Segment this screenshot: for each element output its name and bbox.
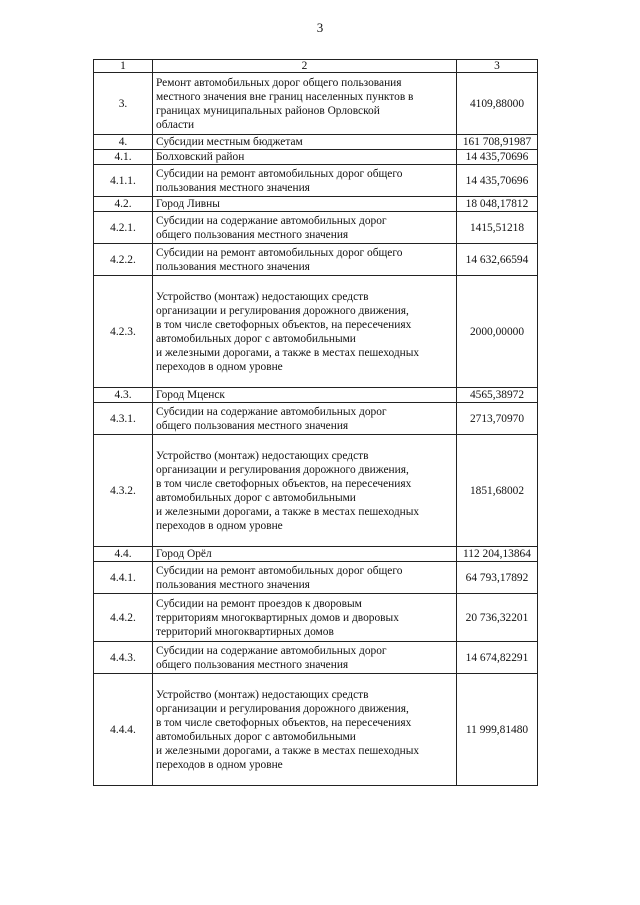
row-amount-cell: 4565,38972 [457, 388, 538, 403]
table-row [94, 388, 538, 403]
table-row [94, 642, 538, 674]
row-amount-cell: 20 736,32201 [457, 594, 538, 642]
row-number-cell: 4.2. [94, 197, 153, 212]
row-amount-cell: 14 435,70696 [457, 150, 538, 165]
row-name-cell: Субсидии на содержание автомобильных дорог общего пользования местного значения [153, 403, 457, 435]
row-number-cell: 4.2.3. [94, 276, 153, 388]
table-row [94, 150, 538, 165]
row-name-cell: Болховский район [153, 150, 457, 165]
row-amount-cell: 4109,88000 [457, 73, 538, 135]
row-amount-cell: 11 999,81480 [457, 674, 538, 786]
row-amount-cell: 2000,00000 [457, 276, 538, 388]
table-row [94, 403, 538, 435]
table-row [94, 165, 538, 197]
table-header-row [94, 60, 538, 73]
table-row [94, 197, 538, 212]
row-number-cell: 4.1. [94, 150, 153, 165]
header-cell-number: 1 [94, 60, 153, 73]
row-amount-cell: 18 048,17812 [457, 197, 538, 212]
table-row [94, 135, 538, 150]
table-row [94, 276, 538, 388]
row-number-cell: 4.4.3. [94, 642, 153, 674]
table-row [94, 562, 538, 594]
table-row [94, 244, 538, 276]
row-number-cell: 4.2.2. [94, 244, 153, 276]
budget-table [93, 59, 538, 786]
row-name-cell: Устройство (монтаж) недостающих средств организации и регулирования дорожного движения, в том числе светофорных объектов, на пересечениях автомобильных дорог с автомобильными и железными дорогами, а также в местах пешеходных переходов в одном уровне [153, 674, 457, 786]
row-number-cell: 4.4.2. [94, 594, 153, 642]
row-name-cell: Субсидии на ремонт проездов к дворовым территориям многоквартирных домов и дворовых территорий многоквартирных домов [153, 594, 457, 642]
row-number-cell: 4.4.1. [94, 562, 153, 594]
row-number-cell: 4.3. [94, 388, 153, 403]
row-amount-cell: 161 708,91987 [457, 135, 538, 150]
row-amount-cell: 14 674,82291 [457, 642, 538, 674]
table-row [94, 547, 538, 562]
row-amount-cell: 1415,51218 [457, 212, 538, 244]
row-amount-cell: 14 632,66594 [457, 244, 538, 276]
row-name-cell: Город Ливны [153, 197, 457, 212]
row-number-cell: 4.3.2. [94, 435, 153, 547]
row-amount-cell: 2713,70970 [457, 403, 538, 435]
row-number-cell: 4.1.1. [94, 165, 153, 197]
table-row [94, 435, 538, 547]
row-number-cell: 4.4.4. [94, 674, 153, 786]
header-cell-name: 2 [153, 60, 457, 73]
row-number-cell: 4.2.1. [94, 212, 153, 244]
row-name-cell: Субсидии на ремонт автомобильных дорог общего пользования местного значения [153, 165, 457, 197]
row-name-cell: Устройство (монтаж) недостающих средств организации и регулирования дорожного движения, в том числе светофорных объектов, на пересечениях автомобильных дорог с автомобильными и железными дорогами, а также в местах пешеходных переходов в одном уровне [153, 276, 457, 388]
row-name-cell: Субсидии на ремонт автомобильных дорог общего пользования местного значения [153, 562, 457, 594]
row-number-cell: 4.3.1. [94, 403, 153, 435]
header-cell-amount: 3 [457, 60, 538, 73]
table-row [94, 594, 538, 642]
row-number-cell: 3. [94, 73, 153, 135]
row-name-cell: Город Орёл [153, 547, 457, 562]
row-name-cell: Субсидии на содержание автомобильных дорог общего пользования местного значения [153, 212, 457, 244]
row-name-cell: Город Мценск [153, 388, 457, 403]
row-name-cell: Субсидии на содержание автомобильных дорог общего пользования местного значения [153, 642, 457, 674]
table-row [94, 674, 538, 786]
row-amount-cell: 1851,68002 [457, 435, 538, 547]
row-name-cell: Субсидии на ремонт автомобильных дорог общего пользования местного значения [153, 244, 457, 276]
row-amount-cell: 14 435,70696 [457, 165, 538, 197]
row-number-cell: 4. [94, 135, 153, 150]
row-amount-cell: 64 793,17892 [457, 562, 538, 594]
row-name-cell: Субсидии местным бюджетам [153, 135, 457, 150]
row-amount-cell: 112 204,13864 [457, 547, 538, 562]
table-row [94, 212, 538, 244]
row-number-cell: 4.4. [94, 547, 153, 562]
page-number: 3 [316, 20, 324, 35]
table-row [94, 73, 538, 135]
row-name-cell: Ремонт автомобильных дорог общего пользования местного значения вне границ населенных пунктов в границах муниципальных районов Орловской области [153, 73, 457, 135]
row-name-cell: Устройство (монтаж) недостающих средств организации и регулирования дорожного движения, в том числе светофорных объектов, на пересечениях автомобильных дорог с автомобильными и железными дорогами, а также в местах пешеходных переходов в одном уровне [153, 435, 457, 547]
